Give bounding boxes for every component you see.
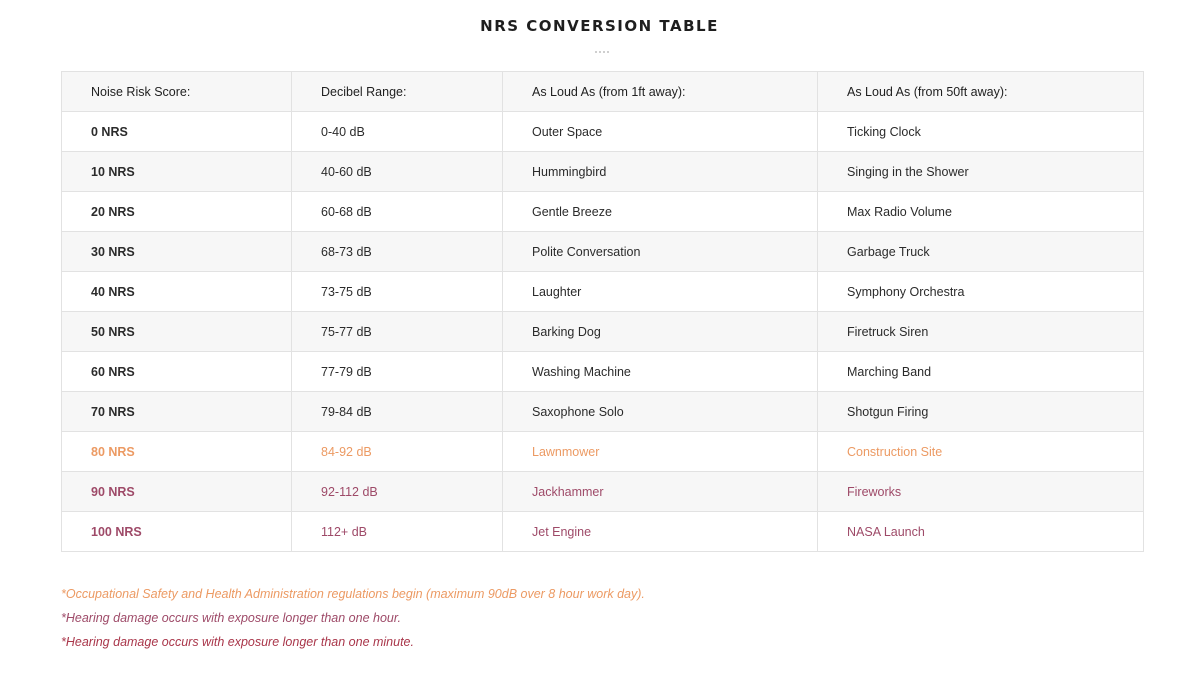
cell-far: Singing in the Shower <box>818 152 1144 192</box>
cell-far: NASA Launch <box>818 512 1144 552</box>
cell-far: Max Radio Volume <box>818 192 1144 232</box>
table-row <box>62 312 1144 352</box>
cell-far: Fireworks <box>818 472 1144 512</box>
table-row <box>62 272 1144 312</box>
cell-far: Garbage Truck <box>818 232 1144 272</box>
cell-near: Polite Conversation <box>503 232 818 272</box>
table-row-one-minute <box>62 512 1144 552</box>
cell-near: Saxophone Solo <box>503 392 818 432</box>
cell-range: 84-92 dB <box>292 432 503 472</box>
table-row <box>62 232 1144 272</box>
header-decibel-range: Decibel Range: <box>292 72 503 112</box>
cell-range: 73-75 dB <box>292 272 503 312</box>
cell-far: Construction Site <box>818 432 1144 472</box>
cell-range: 60-68 dB <box>292 192 503 232</box>
footnotes <box>61 585 645 657</box>
footnote-one-minute: *Hearing damage occurs with exposure longer than one minute. <box>61 635 414 649</box>
cell-range: 68-73 dB <box>292 232 503 272</box>
table-row-one-hour <box>62 472 1144 512</box>
cell-score: 70 NRS <box>62 392 292 432</box>
cell-score: 40 NRS <box>62 272 292 312</box>
cell-score: 80 NRS <box>62 432 292 472</box>
cell-near: Jet Engine <box>503 512 818 552</box>
cell-range: 0-40 dB <box>292 112 503 152</box>
cell-near: Laughter <box>503 272 818 312</box>
footnote-one-hour: *Hearing damage occurs with exposure longer than one hour. <box>61 611 402 625</box>
cell-far: Firetruck Siren <box>818 312 1144 352</box>
cell-near: Outer Space <box>503 112 818 152</box>
cell-score: 20 NRS <box>62 192 292 232</box>
cell-score: 100 NRS <box>62 512 292 552</box>
cell-score: 10 NRS <box>62 152 292 192</box>
cell-score: 90 NRS <box>62 472 292 512</box>
table-row <box>62 352 1144 392</box>
cell-far: Shotgun Firing <box>818 392 1144 432</box>
cell-far: Symphony Orchestra <box>818 272 1144 312</box>
header-loud-as-1ft: As Loud As (from 1ft away): <box>503 72 818 112</box>
cell-far: Ticking Clock <box>818 112 1144 152</box>
header-noise-risk-score: Noise Risk Score: <box>62 72 292 112</box>
cell-score: 0 NRS <box>62 112 292 152</box>
cell-near: Gentle Breeze <box>503 192 818 232</box>
title-divider <box>595 51 609 53</box>
page-title: NRS CONVERSION TABLE <box>480 17 719 35</box>
cell-score: 30 NRS <box>62 232 292 272</box>
footnote-osha: *Occupational Safety and Health Administration regulations begin (maximum 90dB over 8 hour work day). <box>61 587 645 601</box>
table-header-row <box>62 72 1144 112</box>
table-row <box>62 192 1144 232</box>
table-row <box>62 152 1144 192</box>
cell-near: Washing Machine <box>503 352 818 392</box>
table-row <box>62 112 1144 152</box>
cell-range: 77-79 dB <box>292 352 503 392</box>
cell-near: Jackhammer <box>503 472 818 512</box>
header-loud-as-50ft: As Loud As (from 50ft away): <box>818 72 1144 112</box>
cell-near: Hummingbird <box>503 152 818 192</box>
cell-range: 79-84 dB <box>292 392 503 432</box>
cell-range: 112+ dB <box>292 512 503 552</box>
table-row-osha <box>62 432 1144 472</box>
cell-score: 50 NRS <box>62 312 292 352</box>
cell-range: 75-77 dB <box>292 312 503 352</box>
cell-score: 60 NRS <box>62 352 292 392</box>
cell-near: Barking Dog <box>503 312 818 352</box>
cell-far: Marching Band <box>818 352 1144 392</box>
table-row <box>62 392 1144 432</box>
cell-range: 40-60 dB <box>292 152 503 192</box>
nrs-conversion-table <box>61 71 1144 552</box>
cell-range: 92-112 dB <box>292 472 503 512</box>
cell-near: Lawnmower <box>503 432 818 472</box>
